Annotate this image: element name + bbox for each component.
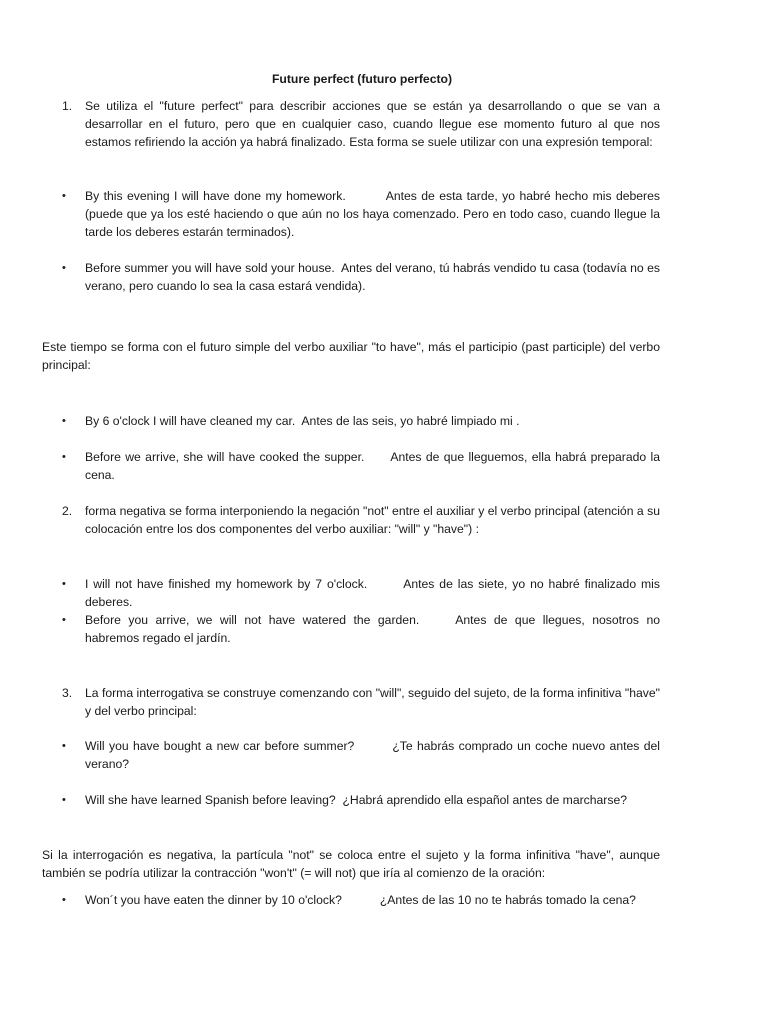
bullet-icon: • [62, 190, 66, 202]
bullet-icon: • [62, 262, 66, 274]
example-6 [85, 611, 660, 647]
example-spanish: Antes de que lleguemos, ella habrá preparado la cena. [85, 450, 660, 482]
example-english: Won´t you have eaten the dinner by 10 o'clock? [85, 893, 342, 907]
section-text-1: Se utiliza el "future perfect" para describir acciones que se están ya desarrollando o que se van a desarrollar en el futuro, pero que en cualquier caso, cuando llegue ese momento futuro al que nos estamos refiriendo la acción ya habrá finalizado. Esta forma se suele utilizar con una expresión temporal: [85, 99, 660, 149]
document-title: Future perfect (futuro perfecto) [271, 72, 453, 86]
section-text-3: La forma interrogativa se construye comenzando con "will", seguido del sujeto, de la forma infinitiva "have" y del verbo principal: [85, 686, 660, 718]
example-english: I will not have finished my homework by 7 o'clock. [85, 577, 368, 591]
example-english: Before summer you will have sold your house. [85, 261, 335, 275]
example-english: Will she have learned Spanish before leaving? [85, 793, 336, 807]
bullet-icon: • [62, 578, 66, 590]
example-spanish: Antes de que llegues, nosotros no habremos regado el jardín. [85, 613, 661, 645]
example-7 [85, 737, 660, 773]
bullet-icon: • [62, 740, 66, 752]
example-spanish: Antes del verano, tú habrás vendido tu casa (todavía no es verano, pero cuando lo sea la casa estará vendida). [85, 261, 660, 293]
example-9 [85, 891, 660, 909]
example-spanish: ¿Habrá aprendido ella español antes de marcharse? [342, 793, 628, 807]
example-english: Before you arrive, we will not have watered the garden. [85, 613, 420, 627]
example-english: Before we arrive, she will have cooked the supper. [85, 450, 365, 464]
example-spanish: ¿Te habrás comprado un coche nuevo antes del verano? [85, 739, 660, 771]
example-spanish: Antes de las siete, yo no habré finalizado mis deberes. [85, 577, 660, 609]
paragraph-formation: Este tiempo se forma con el futuro simple del verbo auxiliar "to have", más el participio (past participle) del verbo principal: [42, 340, 660, 372]
example-spanish: ¿Antes de las 10 no te habrás tomado la cena? [379, 893, 636, 907]
example-1 [85, 187, 660, 241]
bullet-icon: • [62, 794, 66, 806]
example-8 [85, 791, 660, 809]
section-number-2: 2. [62, 504, 73, 518]
bullet-icon: • [62, 614, 66, 626]
example-3 [85, 412, 660, 430]
example-spanish: Antes de las seis, yo habré limpiado mi . [301, 414, 520, 428]
section-number-3: 3. [62, 686, 73, 700]
bullet-icon: • [62, 451, 66, 463]
example-english: By this evening I will have done my homework. [85, 189, 346, 203]
example-5 [85, 575, 660, 611]
paragraph-negative-question: Si la interrogación es negativa, la partícula "not" se coloca entre el sujeto y la forma infinitiva "have", aunque también se podría utilizar la contracción "won't" (= will not) que iría al comienzo de la oración: [42, 848, 660, 880]
bullet-icon: • [62, 894, 66, 906]
section-text-2: forma negativa se forma interponiendo la negación "not" entre el auxiliar y el verbo principal (atención a su colocación entre los dos componentes del verbo auxiliar: "will" y "have") : [85, 504, 660, 536]
example-2 [85, 259, 660, 295]
example-spanish: Antes de esta tarde, yo habré hecho mis deberes (puede que ya los esté haciendo o que aún no los haya comenzado. Pero en todo caso, cuando llegue la tarde los deberes estarán terminados). [85, 189, 660, 239]
section-number-1: 1. [62, 99, 73, 113]
example-english: Will you have bought a new car before summer? [85, 739, 355, 753]
bullet-icon: • [62, 415, 66, 427]
example-english: By 6 o'clock I will have cleaned my car. [85, 414, 296, 428]
example-4 [85, 448, 660, 484]
